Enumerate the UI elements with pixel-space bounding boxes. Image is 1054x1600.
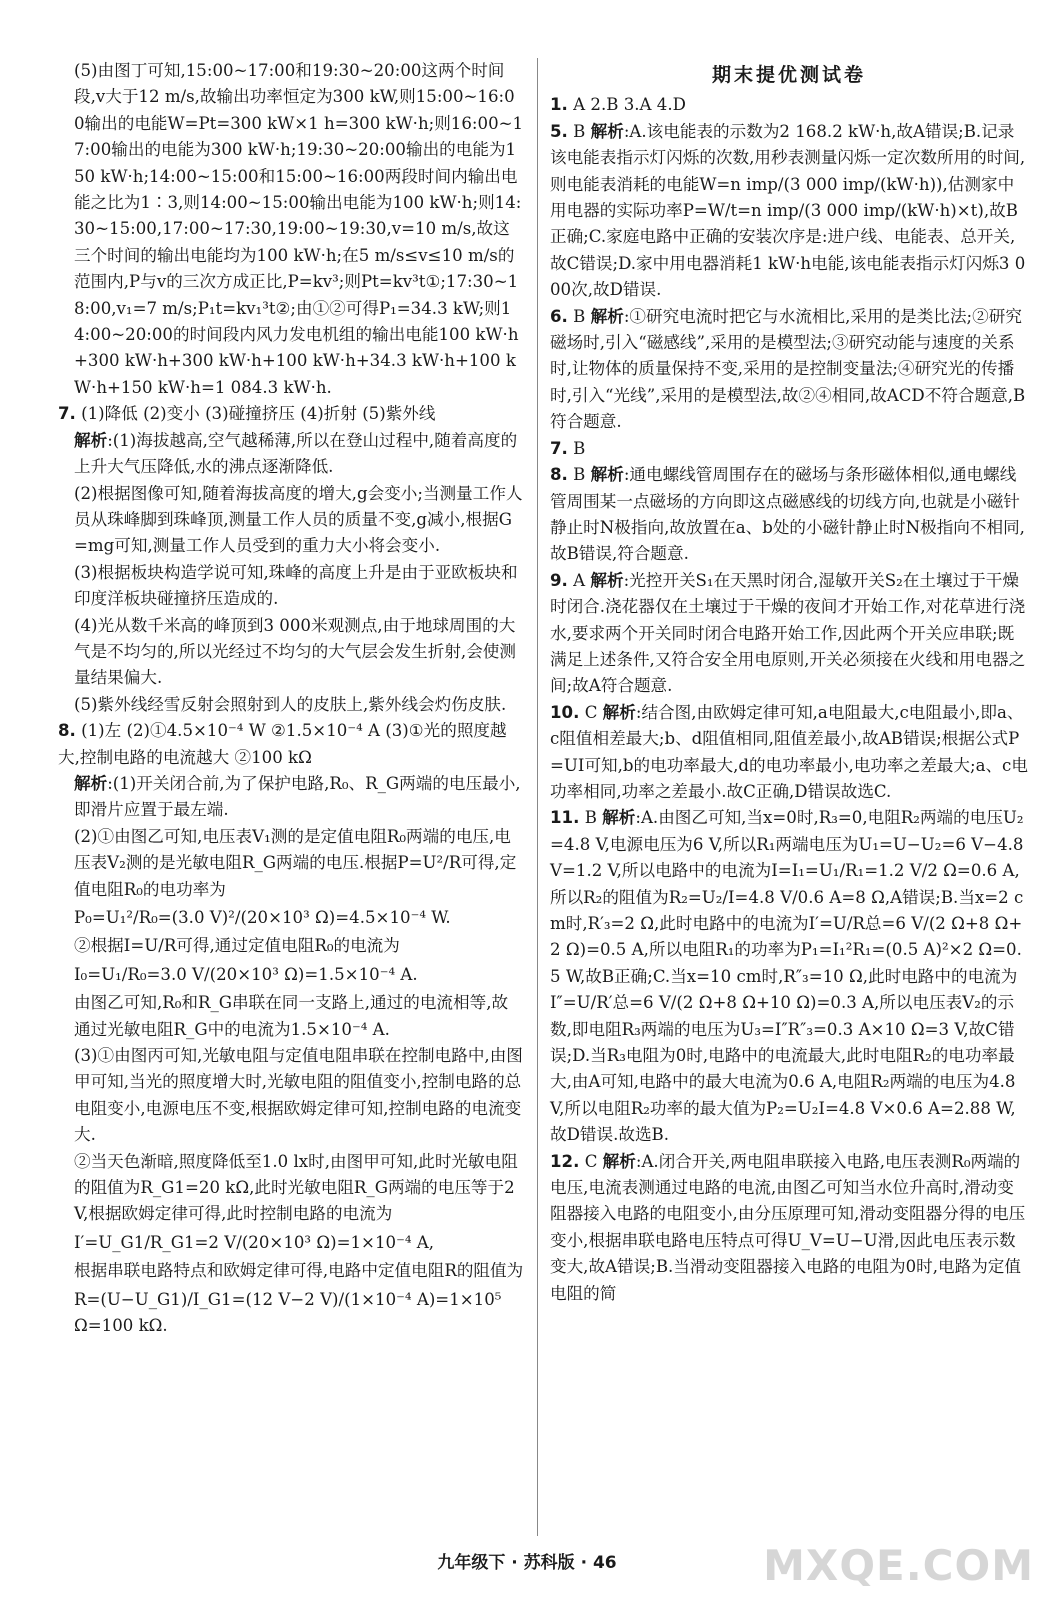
answer-text: :(1)海拔越高,空气越稀薄,所以在登山过程中,随着高度的上升大气压降低,水的沸点逐渐降低. (74, 430, 518, 477)
answer-paragraph (550, 92, 1028, 118)
watermark-logo: MXQE.COM (763, 1541, 1034, 1590)
answer-paragraph (58, 560, 524, 613)
question-number: 9. (550, 570, 568, 590)
section-title: 期末提优测试卷 (711, 64, 866, 86)
question-number: 6. (550, 306, 568, 326)
answer-paragraph (550, 805, 1028, 1148)
analysis-label: 解析 (602, 1151, 636, 1171)
answer-text: 由图乙可知,R₀和R_G串联在同一支路上,通过的电流相等,故通过光敏电阻R_G中的电流为1.5×10⁻⁴ A. (74, 993, 509, 1039)
analysis-label: 解析 (590, 465, 624, 485)
answer-text: :(1)开关闭合前,为了保护电路,R₀、R_G两端的电压最小,即滑片应置于最左端. (74, 773, 521, 820)
answer-text: B (573, 121, 591, 141)
question-number: 7. (58, 404, 76, 424)
answer-paragraph (58, 481, 524, 560)
analysis-text: :①研究电流时把它与水流相比,采用的是类比法;②研究磁场时,引入“磁感线”,采用的是模型法;③研究动能与速度的关系时,让物体的质量保持不变,采用的是控制变量法;④研究光的传播时,引入“光线”,采用的是模型法,故②④相同,故ACD不符合题意,B符合题意. (550, 306, 1026, 432)
right-column (550, 58, 1028, 1307)
answer-paragraph (550, 304, 1028, 436)
answer-paragraph (58, 58, 524, 401)
analysis-text: :A.该电能表的示数为2 168.2 kW·h,故A错误;B.记录该电能表指示灯闪烁的次数,用秒表测量闪烁一定次数所用的时间,则电能表消耗的电能W=n imp/(3 000 imp/(kW·h)),估测家中用电器的实际功率P=W/t=n imp/(3 000 imp/(kW·h)×t),故B正确;C.家庭电路中正确的安装次序是:进户线、电能表、总开关,故C错误;D.家中用电器消耗1 kW·h电能,该电能表指示灯闪烁3 000次,故D错误. (550, 121, 1026, 300)
analysis-label: 解析 (590, 306, 624, 326)
answer-text: (5)由图丁可知,15:00~17:00和19:30~20:00这两个时间段,v大于12 m/s,故输出功率恒定为300 kW,则15:00~16:00输出的电能W=Pt=300 kW×1 h=300 kW·h;则16:00~17:00输出的电能为300 kW·h;19:30~20:00输出的电能为150 kW·h;14:00~15:00和15:00~16:00两段时间内输出电能之比为1∶3,则14:00~15:00输出电能为100 kW·h;则14:30~15:00,17:00~17:30,19:00~19:30,v=10 m/s,故这三个时间的输出电能均为100 kW·h;在5 m/s≤v≤10 m/s的范围内,P与v的三次方成正比,P=kv³;则Pt=kv³t①;17:30~18:00,v₁=7 m/s;P₁t=kv₁³t②;由①②可得P₁=34.3 kW;则14:00~20:00的时间段内风力发电机组的输出电能100 kW·h+300 kW·h+300 kW·h+100 kW·h+34.3 kW·h+100 kW·h+150 kW·h=1 084.3 kW·h. (74, 61, 524, 397)
equation-line (74, 905, 524, 931)
answer-paragraph (550, 462, 1028, 568)
answer-text: C (584, 702, 603, 722)
answer-paragraph (58, 613, 524, 692)
answer-text: (5)紫外线经雪反射会照射到人的皮肤上,紫外线会灼伤皮肤. (74, 694, 507, 714)
column-divider (537, 58, 538, 1536)
answer-text: C (584, 1151, 603, 1171)
answer-text: I₀=U₁/R₀=3.0 V/(20×10³ Ω)=1.5×10⁻⁴ A. (74, 964, 418, 984)
answer-text: A 2.B 3.A 4.D (573, 95, 686, 115)
answer-paragraph (58, 718, 524, 771)
answer-text: 根据串联电路特点和欧姆定律可得,电路中定值电阻R的阻值为 (74, 1261, 524, 1281)
analysis-text: :光控开关S₁在天黑时闭合,湿敏开关S₂在土壤过于干燥时闭合.浇花器仅在土壤过于干燥的夜间才开始工作,对花草进行浇水,要求两个开关同时闭合电路开始工作,因此两个开关应串联;既满足上述条件,又符合安全用电原则,开关必须接在火线和用电器之间;故A符合题意. (550, 570, 1026, 696)
answer-paragraph (550, 1149, 1028, 1307)
answer-paragraph (58, 692, 524, 718)
answer-paragraph (550, 436, 1028, 462)
answer-text: (3)①由图丙可知,光敏电阻与定值电阻串联在控制电路中,由图甲可知,当光的照度增大时,光敏电阻的阻值变小,控制电路的总电阻变小,电源电压不变,根据欧姆定律可知,控制电路的电流变大. (74, 1046, 523, 1145)
question-number: 1. (550, 95, 568, 115)
answer-text: B (573, 438, 586, 458)
answer-paragraph (550, 119, 1028, 304)
analysis-label: 解析 (74, 430, 108, 450)
analysis-text: :结合图,由欧姆定律可知,a电阻最大,c电阻最小,即a、c阻值相差最大;b、d阻值相同,阻值差最小,故AB错误;根据公式P=UI可知,b的电功率最大,d的电功率最小,电功率之差最大;a、c电功率相同,功率之差最小.故C正确,D错误故选C. (550, 702, 1028, 801)
answer-text: (4)光从数千米高的峰顶到3 000米观测点,由于地球周围的大气是不均匀的,所以光经过不均匀的大气层会发生折射,会使测量结果偏大. (74, 615, 516, 688)
answer-paragraph (58, 1258, 524, 1284)
question-number: 12. (550, 1151, 580, 1171)
equation-line (74, 962, 524, 988)
answer-text: (2)①由图乙可知,电压表V₁测的是定值电阻R₀两端的电压,电压表V₂测的是光敏电阻R_G两端的电压.根据P=U²/R可得,定值电阻R₀的电功率为 (74, 826, 517, 899)
answer-text: I′=U_G1/R_G1=2 V/(20×10³ Ω)=1×10⁻⁴ A, (74, 1232, 435, 1252)
answer-text: (3)根据板块构造学说可知,珠峰的高度上升是由于亚欧板块和印度洋板块碰撞挤压造成的. (74, 562, 518, 609)
analysis-text: :A.闭合开关,两电阻串联接入电路,电压表测R₀两端的电压,电流表测通过电路的电流,由图乙可知当水位升高时,滑动变阻器接入电路的电阻变小,由分压原理可知,滑动变阻器分得的电压变小,根据串联电路电压特点可得U_V=U−U滑,因此电压表示数变大,故A错误;B.当滑动变阻器接入电路的电阻为0时,电路为定值电阻的简 (550, 1151, 1026, 1303)
answer-paragraph (58, 990, 524, 1043)
answer-text: (2)根据图像可知,随着海拔高度的增大,g会变小;当测量工作人员从珠峰脚到珠峰顶,测量工作人员的质量不变,g减小,根据G=mg可知,测量工作人员受到的重力大小将会变小. (74, 483, 523, 556)
answer-text: B (573, 465, 591, 485)
question-number: 8. (550, 465, 568, 485)
answer-text: A (573, 570, 591, 590)
answer-text: (1)左 (2)①4.5×10⁻⁴ W ②1.5×10⁻⁴ A (3)①光的照度越大,控制电路的电流越大 ②100 kΩ (58, 721, 507, 767)
analysis-label: 解析 (590, 121, 624, 141)
analysis-text: :A.由图乙可知,当x=0时,R₃=0,电阻R₂两端的电压U₂=4.8 V,电源电压为6 V,所以R₁两端电压为U₁=U−U₂=6 V−4.8 V=1.2 V,所以电路中的电流为I=I₁=U₁/R₁=1.2 V/2 Ω=0.6 A,所以R₂的阻值为R₂=U₂/I=4.8 V/0.6 A=8 Ω,A错误;B.当x=2 cm时,R′₃=2 Ω,此时电路中的电流为I′=U/R总=6 V/(2 Ω+8 Ω+2 Ω)=0.5 A,所以电阻R₁的功率为P₁=I₁²R₁=(0.5 A)²×2 Ω=0.5 W,故B正确;C.当x=10 cm时,R″₃=10 Ω,此时电路中的电流为I″=U/R′总=6 V/(2 Ω+8 Ω+10 Ω)=0.3 A,所以电压表V₂的示数,即电阻R₃两端的电压为U₃=I″R″₃=0.3 A×10 Ω=3 V,故C错误;D.当R₃电阻为0时,电路中的电流最大,此时电阻R₂的电功率最大,由A可知,电路中的最大电流为0.6 A,电阻R₂两端的电压为4.8 V,所以电阻R₂功率的最大值为P₂=U₂I=4.8 V×0.6 A=2.88 W,故D错误.故选B. (550, 808, 1024, 1145)
answer-text: ②当天色渐暗,照度降低至1.0 lx时,由图甲可知,此时光敏电阻的阻值为R_G1=20 kΩ,此时光敏电阻R_G两端的电压等于2 V,根据欧姆定律可得,此时控制电路的电流为 (74, 1151, 518, 1224)
answer-paragraph (550, 568, 1028, 700)
page-footer: 九年级下 · 苏科版 · 46 (437, 1553, 617, 1573)
answer-paragraph (58, 428, 524, 481)
question-number: 10. (550, 702, 580, 722)
analysis-label: 解析 (602, 808, 636, 828)
answer-text: B (573, 306, 591, 326)
answer-paragraph (58, 933, 524, 959)
analysis-label: 解析 (602, 702, 636, 722)
question-number: 8. (58, 721, 76, 741)
answer-text: (1)降低 (2)变小 (3)碰撞挤压 (4)折射 (5)紫外线 (81, 404, 436, 424)
answer-text: ②根据I=U/R可得,通过定值电阻R₀的电流为 (74, 936, 400, 956)
answer-paragraph (550, 700, 1028, 806)
answer-paragraph (58, 1043, 524, 1149)
answer-paragraph (58, 401, 524, 427)
answer-text: R=(U−U_G1)/I_G1=(12 V−2 V)/(1×10⁻⁴ A)=1×10⁵ Ω=100 kΩ. (74, 1289, 502, 1336)
analysis-label: 解析 (74, 773, 108, 793)
equation-line (74, 1287, 524, 1340)
answer-paragraph (58, 771, 524, 824)
answer-text: P₀=U₁²/R₀=(3.0 V)²/(20×10³ Ω)=4.5×10⁻⁴ W. (74, 908, 451, 927)
question-number: 5. (550, 121, 568, 141)
answer-paragraph (58, 824, 524, 903)
equation-line (74, 1230, 524, 1256)
analysis-text: :通电螺线管周围存在的磁场与条形磁体相似,通电螺线管周围某一点磁场的方向即这点磁感线的切线方向,也就是小磁针静止时N极指向,故放置在a、b处的小磁针静止时N极指向不相同,故B错误,符合题意. (550, 465, 1025, 564)
answer-text: B (584, 808, 603, 828)
question-number: 11. (550, 808, 580, 828)
question-number: 7. (550, 438, 568, 458)
answer-paragraph (58, 1149, 524, 1228)
analysis-label: 解析 (590, 570, 624, 590)
left-column (58, 58, 524, 1342)
